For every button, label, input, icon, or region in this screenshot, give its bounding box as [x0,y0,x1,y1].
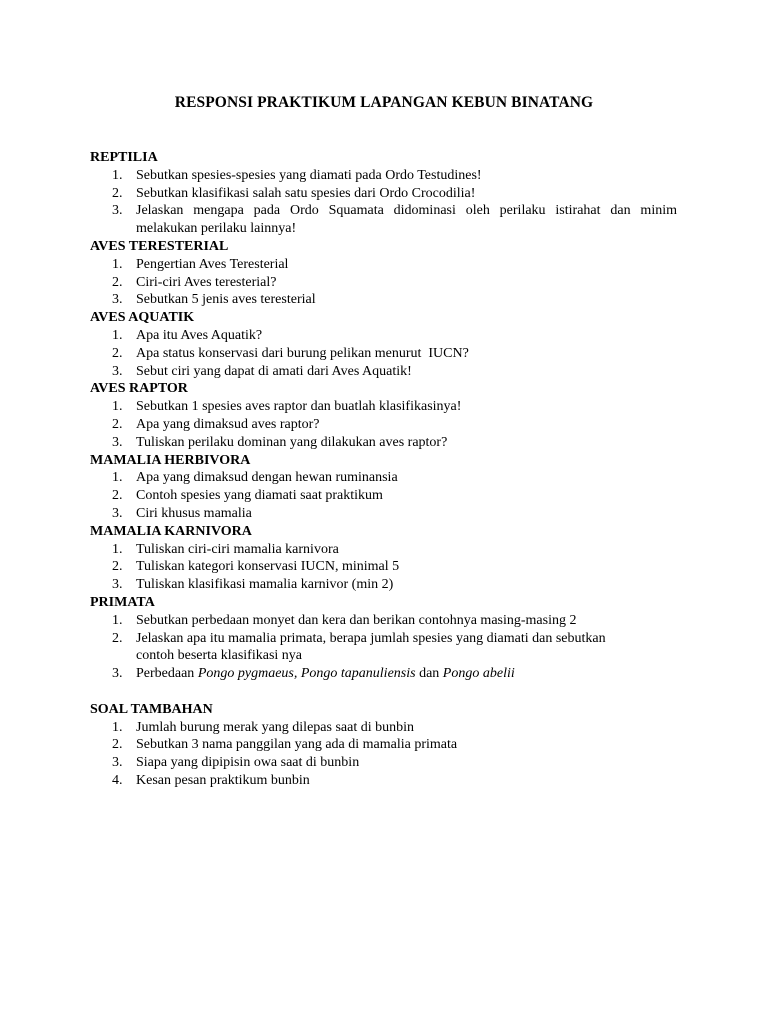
section-heading-aves-aquatik: AVES AQUATIK [90,310,195,326]
item-text-connector: dan [415,666,443,682]
item-text: Apa yang dimaksud aves raptor? [136,416,320,432]
list-item [90,274,677,292]
item-number: 2. [112,345,123,361]
list-item [90,434,677,452]
species-names-italic: Pongo pygmaeus, Pongo tapanuliensis [197,666,416,682]
section-heading-aves-teresterial: AVES TERESTERIAL [90,238,229,254]
item-text: Apa yang dimaksud dengan hewan ruminansia [136,470,398,486]
question-list-reptilia [90,167,677,238]
item-text-prefix: Perbedaan [136,666,198,682]
item-number: 3. [112,577,123,593]
section-heading-primata: PRIMATA [90,594,155,610]
item-text-line-1: Jelaskan mengapa pada Ordo Squamata didominasi oleh perilaku istirahat dan minim [136,203,677,219]
list-item [90,612,677,630]
section-heading-soal-tambahan: SOAL TAMBAHAN [90,701,213,717]
item-text: Contoh spesies yang diamati saat praktikum [136,488,383,504]
item-text: Tuliskan ciri-ciri mamalia karnivora [136,541,339,557]
section-heading-aves-raptor: AVES RAPTOR [90,381,188,397]
item-text: Jumlah burung merak yang dilepas saat di bunbin [136,719,414,735]
item-text-line-2: contoh beserta klasifikasi nya [136,648,303,664]
list-item [90,291,677,309]
list-item [90,665,677,683]
item-number: 3. [112,363,123,379]
item-text: Ciri khusus mamalia [136,505,252,521]
document-title: RESPONSI PRAKTIKUM LAPANGAN KEBUN BINATANG [174,94,594,111]
species-name-italic: Pongo abelii [442,666,515,682]
list-item [90,327,677,345]
list-item [90,505,677,523]
list-item [90,469,677,487]
item-number: 2. [112,630,123,646]
item-number: 3. [112,203,123,219]
item-text: Tuliskan perilaku dominan yang dilakukan aves raptor? [136,434,448,450]
item-text: Apa status konservasi dari burung pelikan menurut IUCN? [136,345,469,361]
item-number: 1. [112,167,123,183]
question-list-mamalia-karnivora [90,541,677,594]
item-text: Pengertian Aves Teresterial [136,256,289,272]
item-text: Sebutkan klasifikasi salah satu spesies dari Ordo Crocodilia! [136,185,476,201]
list-item [90,576,677,594]
item-text-line-2: melakukan perilaku lainnya! [136,221,297,237]
item-number: 1. [112,470,123,486]
item-text: Sebutkan 3 nama panggilan yang ada di mamalia primata [136,737,458,753]
item-text-line-1: Jelaskan apa itu mamalia primata, berapa jumlah spesies yang diamati dan sebutkan [136,630,606,646]
item-number: 4. [112,772,123,788]
item-text: Siapa yang dipipisin owa saat di bunbin [136,755,360,771]
question-list-primata [90,612,677,683]
item-number: 1. [112,612,123,628]
item-text: Ciri-ciri Aves teresterial? [136,274,277,290]
list-item [90,167,677,185]
item-number: 2. [112,488,123,504]
item-number: 3. [112,755,123,771]
item-number: 1. [112,719,123,735]
item-number: 3. [112,292,123,308]
item-number: 2. [112,185,123,201]
section-heading-reptilia: REPTILIA [90,150,158,165]
question-list-mamalia-herbivora [90,469,677,522]
item-number: 2. [112,737,123,753]
item-text: Apa itu Aves Aquatik? [136,327,263,343]
item-number: 3. [112,434,123,450]
list-item [90,185,677,203]
document-body [90,149,677,790]
question-list-aves-teresterial [90,256,677,309]
list-item [90,736,677,754]
item-text: Kesan pesan praktikum bunbin [136,772,310,788]
list-item [90,416,677,434]
item-number: 2. [112,274,123,290]
section-heading-mamalia-karnivora: MAMALIA KARNIVORA [90,523,252,539]
item-number: 1. [112,327,123,343]
item-number: 3. [112,666,123,682]
list-item [90,558,677,576]
item-number: 1. [112,399,123,415]
item-text: Tuliskan kategori konservasi IUCN, minimal 5 [136,559,400,575]
item-text [136,666,515,681]
list-item [90,345,677,363]
item-text: Sebut ciri yang dapat di amati dari Aves Aquatik! [136,363,412,379]
list-item [90,754,677,772]
list-item [90,719,677,737]
section-heading-mamalia-herbivora: MAMALIA HERBIVORA [90,452,251,468]
item-number: 1. [112,256,123,272]
question-list-aves-aquatik [90,327,677,380]
item-number: 2. [112,559,123,575]
list-item [90,202,677,238]
question-list-soal-tambahan [90,719,677,790]
item-text: Sebutkan 1 spesies aves raptor dan buatlah klasifikasinya! [136,399,462,415]
list-item [90,363,677,381]
item-number: 1. [112,541,123,557]
item-text: Sebutkan spesies-spesies yang diamati pada Ordo Testudines! [136,167,482,183]
list-item [90,541,677,559]
list-item [90,772,677,790]
list-item [90,256,677,274]
item-number: 3. [112,505,123,521]
list-item [90,398,677,416]
item-text: Sebutkan 5 jenis aves teresterial [136,292,316,308]
item-number: 2. [112,416,123,432]
question-list-aves-raptor [90,398,677,451]
list-item [90,630,677,666]
item-text: Tuliskan klasifikasi mamalia karnivor (min 2) [136,577,394,593]
item-text: Sebutkan perbedaan monyet dan kera dan berikan contohnya masing-masing 2 [136,612,577,628]
section-spacer [90,683,677,701]
list-item [90,487,677,505]
